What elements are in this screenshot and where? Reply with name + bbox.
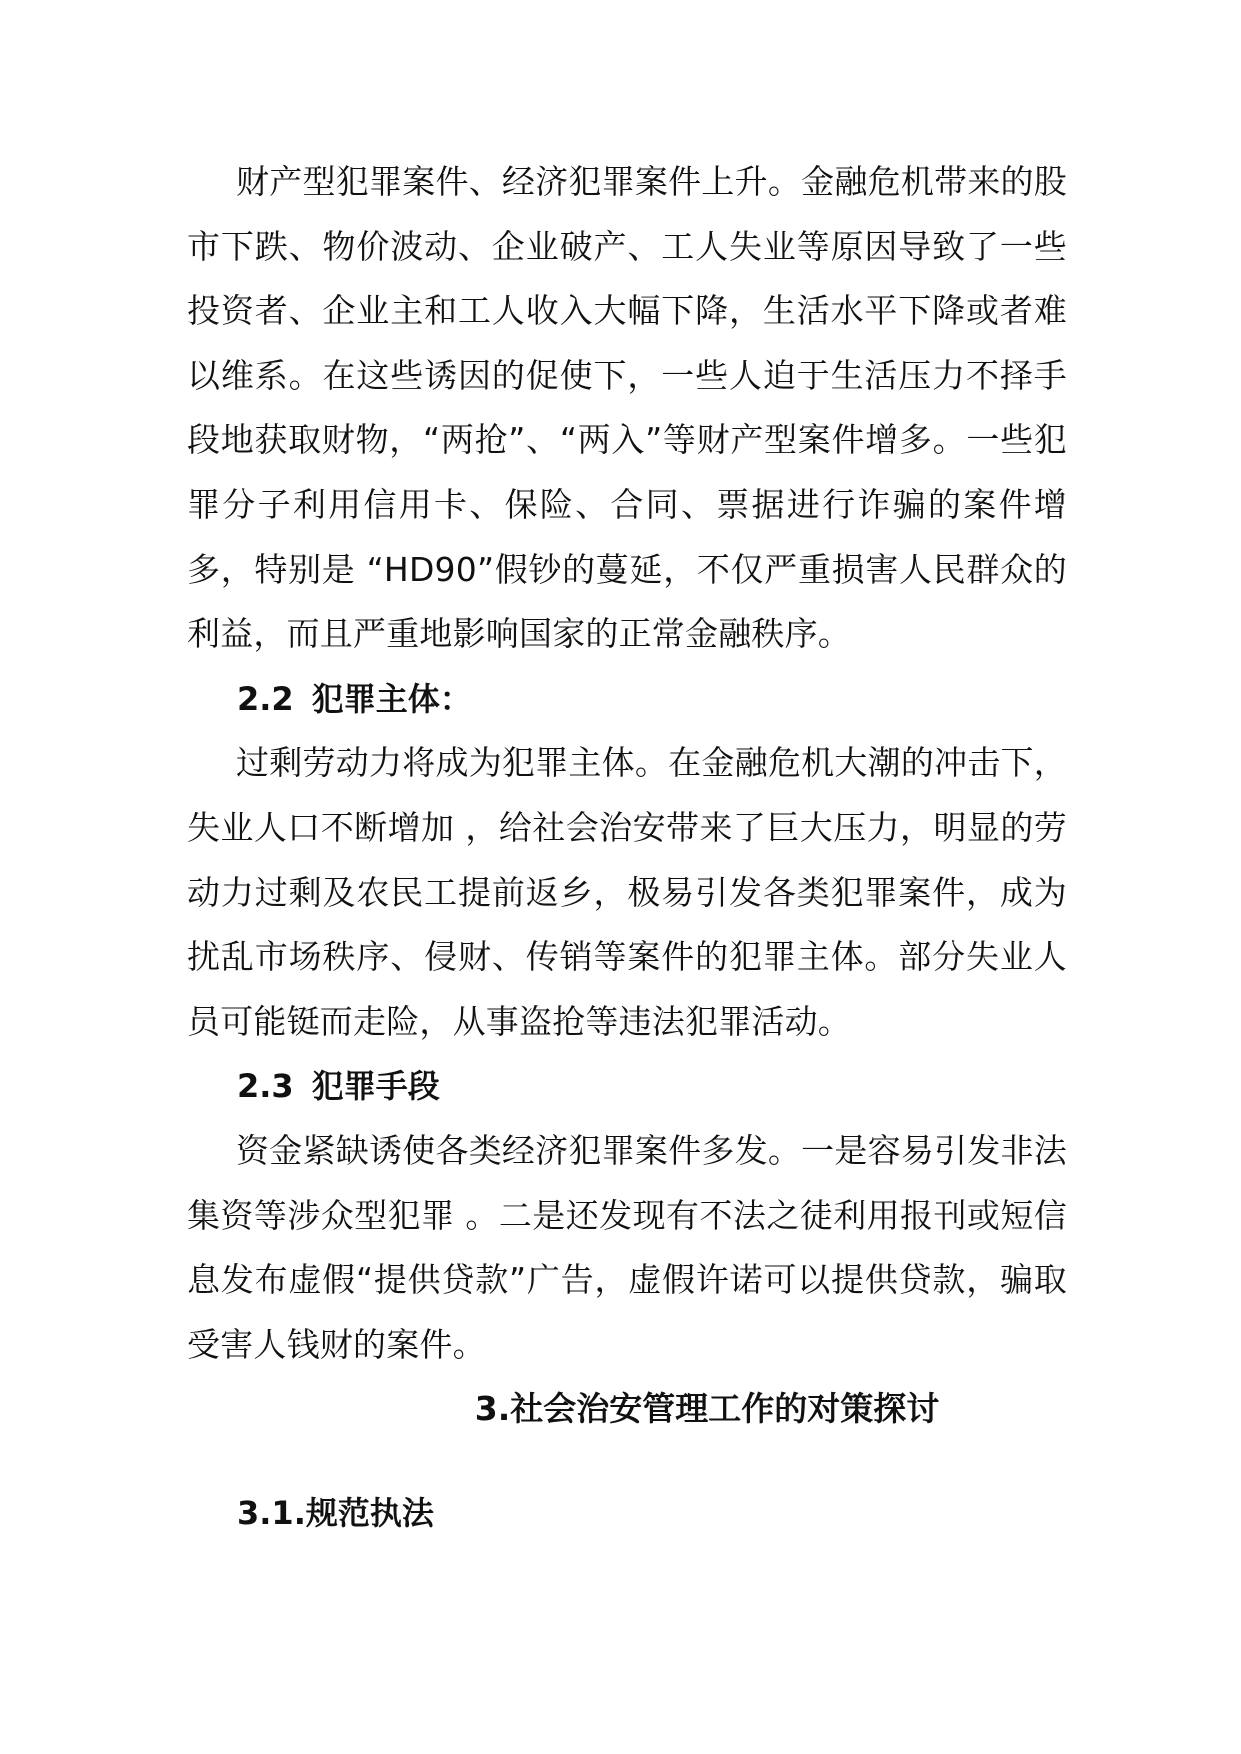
paragraph-crime-subject: 过剩劳动力将成为犯罪主体。在金融危机大潮的冲击下，失业人口不断增加 ，给社会治安带来了巨大压力，明显的劳动力过剩及农民工提前返乡，极易引发各类犯罪案件，成为扰乱市场秩序、侵财、传销等案件的犯罪主体。部分失业人员可能铤而走险，从事盗抢等违法犯罪活动。 [187, 743, 1067, 1041]
heading-2-2-text: 犯罪主体： [311, 679, 472, 718]
paragraph-property-crime: 财产型犯罪案件、经济犯罪案件上升。金融危机带来的股市下跌、物价波动、企业破产、工人失业等原因导致了一些投资者、企业主和工人收入大幅下降，生活水平下降或者难以维系。在这些诱因的促使下，一些人迫于生活压力不择手段地获取财物，“两抢”、“两入”等财产型案件增多。一些犯罪分子利用信用卡、保险、合同、票据进行诈骗的案件增多，特别是 “HD90”假钞的蔓延，不仅严重损害人民群众的利益，而且严重地影响国家的正常金融秩序。 [187, 162, 1067, 654]
section-3-title: 3.社会治安管理工作的对策探讨 [474, 1389, 940, 1429]
document-page [187, 150, 1067, 1545]
heading-2-2-number: 2.2 [237, 679, 294, 718]
heading-2-2 [187, 667, 1067, 732]
heading-2-3 [187, 1054, 1067, 1119]
heading-2-3-text: 犯罪手段 [311, 1067, 440, 1106]
paragraph-crime-means: 资金紧缺诱使各类经济犯罪案件多发。一是容易引发非法集资等涉众型犯罪 。二是还发现有不法之徒利用报刊或短信息发布虚假“提供贷款”广告，虚假许诺可以提供贷款，骗取受害人钱财的案件。 [187, 1130, 1067, 1364]
heading-3-1: 3.1.规范执法 [237, 1493, 434, 1532]
heading-2-3-number: 2.3 [237, 1067, 294, 1106]
